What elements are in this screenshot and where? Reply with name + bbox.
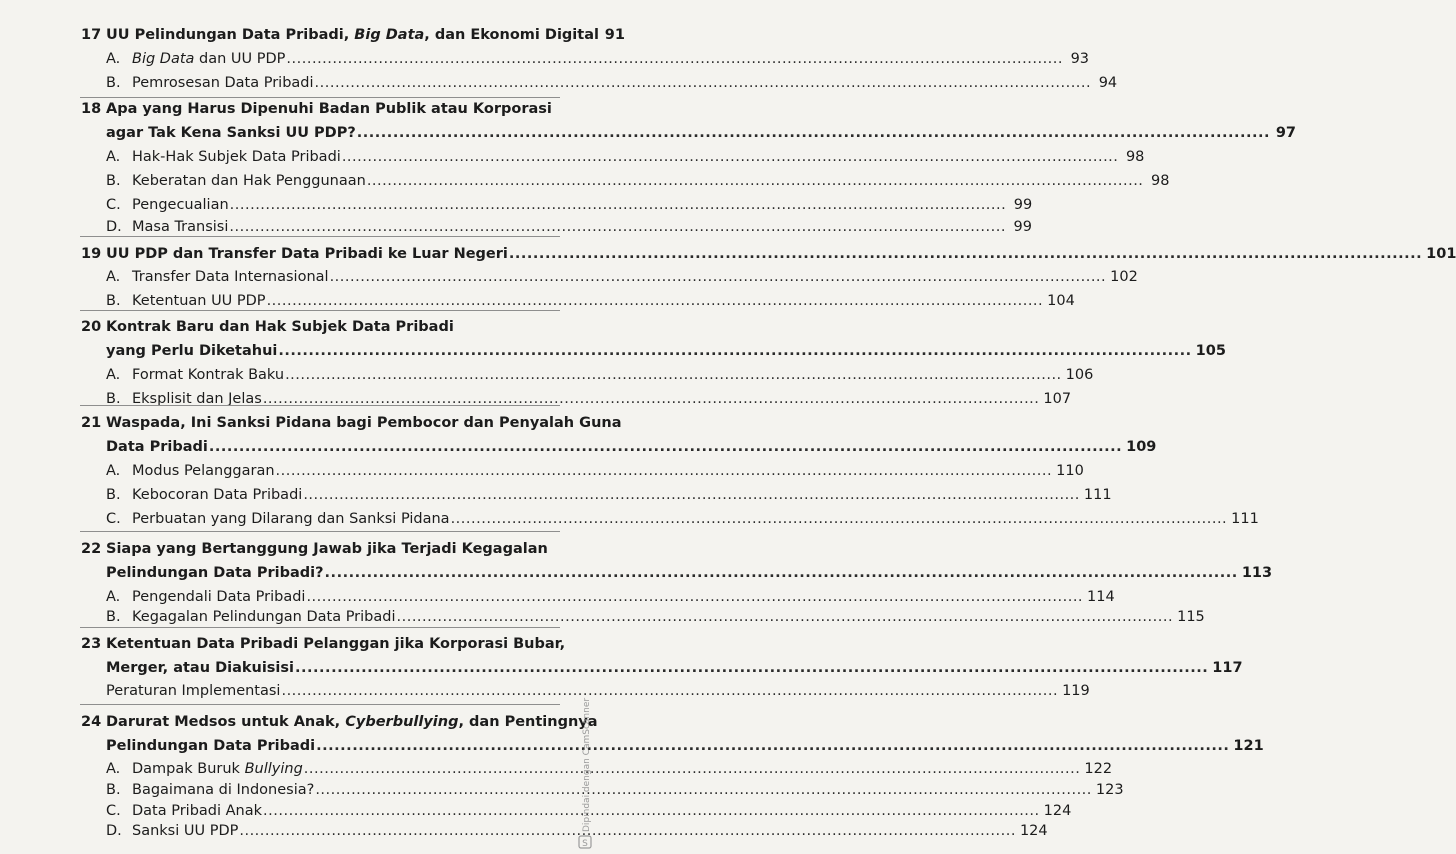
chapter-page-number: 105 xyxy=(1195,343,1226,359)
toc-entry[interactable]: A. Modus Pelanggaran ..... 110 xyxy=(106,460,562,482)
entry-page-number: 93 xyxy=(1070,51,1090,67)
toc-entry[interactable]: D. Sanksi UU PDP ..... 124 xyxy=(106,820,562,842)
chapter-page-number: 113 xyxy=(1241,565,1273,581)
chapter-number: 23 xyxy=(81,636,102,652)
entry-page-number: 98 xyxy=(1125,149,1145,165)
toc-entry[interactable]: B. Keberatan dan Hak Penggunaan ..... 98 xyxy=(106,170,562,192)
chapter-number: 22 xyxy=(81,541,102,557)
chapter-title-line[interactable]: yang Perlu Diketahui ..... 105 xyxy=(106,340,562,362)
chapter-title-line[interactable]: Ketentuan Data Pribadi Pelanggan jika Korporasi Bubar, xyxy=(106,636,566,652)
toc-entry[interactable]: D. Masa Transisi ..... 99 xyxy=(106,216,562,238)
toc-entry[interactable]: A. Dampak Buruk Bullying ..... 122 xyxy=(106,758,562,780)
entry-page-number: 104 xyxy=(1047,293,1075,309)
toc-entry[interactable]: B. Ketentuan UU PDP ..... 104 xyxy=(106,290,562,312)
chapter-page-number: 121 xyxy=(1233,738,1264,754)
toc-entry[interactable]: A. Big Data dan UU PDP ..... 93 xyxy=(106,48,562,70)
toc-entry[interactable]: C. Pengecualian ..... 99 xyxy=(106,194,562,216)
toc-entry[interactable]: A. Transfer Data Internasional ..... 102 xyxy=(106,266,562,288)
chapter-page-number: 117 xyxy=(1212,660,1243,676)
entry-page-number: 98 xyxy=(1150,173,1170,189)
chapter-title-line[interactable]: agar Tak Kena Sanksi UU PDP? ..... 97 xyxy=(106,122,562,144)
toc-entry[interactable]: A. Hak-Hak Subjek Data Pribadi ..... 98 xyxy=(106,146,562,168)
entry-page-number: 99 xyxy=(1013,197,1033,213)
chapter-title-line[interactable]: Waspada, Ini Sanksi Pidana bagi Pembocor dan Penyalah Guna xyxy=(106,415,622,431)
entry-page-number: 122 xyxy=(1084,761,1113,777)
chapter-divider xyxy=(80,236,560,237)
entry-page-number: 94 xyxy=(1098,75,1118,91)
chapter-divider xyxy=(80,704,560,705)
toc-entry[interactable]: C. Perbuatan yang Dilarang dan Sanksi Pidana ..... 111 xyxy=(106,508,562,530)
toc-entry[interactable]: B. Eksplisit dan Jelas ..... 107 xyxy=(106,388,562,410)
chapter-number: 21 xyxy=(81,415,102,431)
chapter-title-line[interactable]: Merger, atau Diakuisisi ..... 117 xyxy=(106,657,562,679)
entry-page-number: 106 xyxy=(1065,367,1094,383)
toc-entry[interactable]: A. Format Kontrak Baku ..... 106 xyxy=(106,364,562,386)
chapter-divider xyxy=(80,405,560,406)
chapter-title-line[interactable]: Darurat Medsos untuk Anak, Cyberbullying, dan Pentingnya xyxy=(106,714,598,730)
entry-page-number: 123 xyxy=(1095,782,1124,798)
chapter-divider xyxy=(80,531,560,532)
entry-page-number: 119 xyxy=(1062,683,1090,699)
chapter-title-line[interactable]: UU PDP dan Transfer Data Pribadi ke Luar Negeri ..... 101 xyxy=(106,243,562,265)
entry-page-number: 124 xyxy=(1043,803,1072,819)
toc-entry[interactable]: A. Pengendali Data Pribadi ..... 114 xyxy=(106,586,562,608)
toc-entry[interactable]: B. Bagaimana di Indonesia? ..... 123 xyxy=(106,779,562,801)
entry-page-number: 102 xyxy=(1110,269,1138,285)
svg-text:S: S xyxy=(582,839,588,849)
watermark-text: Dipindai dengan CamScanner xyxy=(582,697,592,832)
chapter-title-line[interactable]: Apa yang Harus Dipenuhi Badan Publik atau Korporasi xyxy=(106,101,552,117)
chapter-page-number: 97 xyxy=(1275,125,1297,141)
chapter-title-line[interactable]: Siapa yang Bertanggung Jawab jika Terjadi Kegagalan xyxy=(106,541,548,557)
chapter-page-number: 109 xyxy=(1126,439,1157,455)
chapter-title-line[interactable]: UU Pelindungan Data Pribadi, Big Data, dan Ekonomi Digital 91 xyxy=(106,24,562,46)
entry-page-number: 124 xyxy=(1019,823,1048,839)
chapter-title-line[interactable]: Pelindungan Data Pribadi? ..... 113 xyxy=(106,562,562,584)
chapter-number: 24 xyxy=(81,714,102,730)
entry-page-number: 115 xyxy=(1177,609,1205,625)
toc-entry[interactable]: B. Kegagalan Pelindungan Data Pribadi ..... 115 xyxy=(106,606,562,628)
chapter-divider xyxy=(80,627,560,628)
toc-entry[interactable]: B. Pemrosesan Data Pribadi ..... 94 xyxy=(106,72,562,94)
toc-entry[interactable]: B. Kebocoran Data Pribadi ..... 111 xyxy=(106,484,562,506)
entry-page-number: 111 xyxy=(1083,487,1112,503)
toc-entry[interactable]: Peraturan Implementasi ..... 119 xyxy=(106,680,562,702)
chapter-divider xyxy=(80,310,560,311)
chapter-title-line[interactable]: Pelindungan Data Pribadi ..... 121 xyxy=(106,735,562,757)
entry-page-number: 99 xyxy=(1013,219,1032,235)
chapter-title-line[interactable]: Data Pribadi ..... 109 xyxy=(106,436,562,458)
entry-page-number: 111 xyxy=(1231,511,1259,527)
entry-page-number: 107 xyxy=(1043,391,1072,407)
chapter-number: 20 xyxy=(81,319,102,335)
entry-page-number: 114 xyxy=(1087,589,1115,605)
chapter-number: 18 xyxy=(81,101,102,117)
camscanner-watermark xyxy=(576,697,596,850)
chapter-number: 19 xyxy=(81,246,102,262)
chapter-page-number: 91 xyxy=(604,27,625,43)
entry-page-number: 110 xyxy=(1056,463,1084,479)
chapter-page-number: 101 xyxy=(1426,246,1456,262)
chapter-number: 17 xyxy=(81,27,102,43)
chapter-title-line[interactable]: Kontrak Baru dan Hak Subjek Data Pribadi xyxy=(106,319,454,335)
toc-entry[interactable]: C. Data Pribadi Anak ..... 124 xyxy=(106,800,562,822)
